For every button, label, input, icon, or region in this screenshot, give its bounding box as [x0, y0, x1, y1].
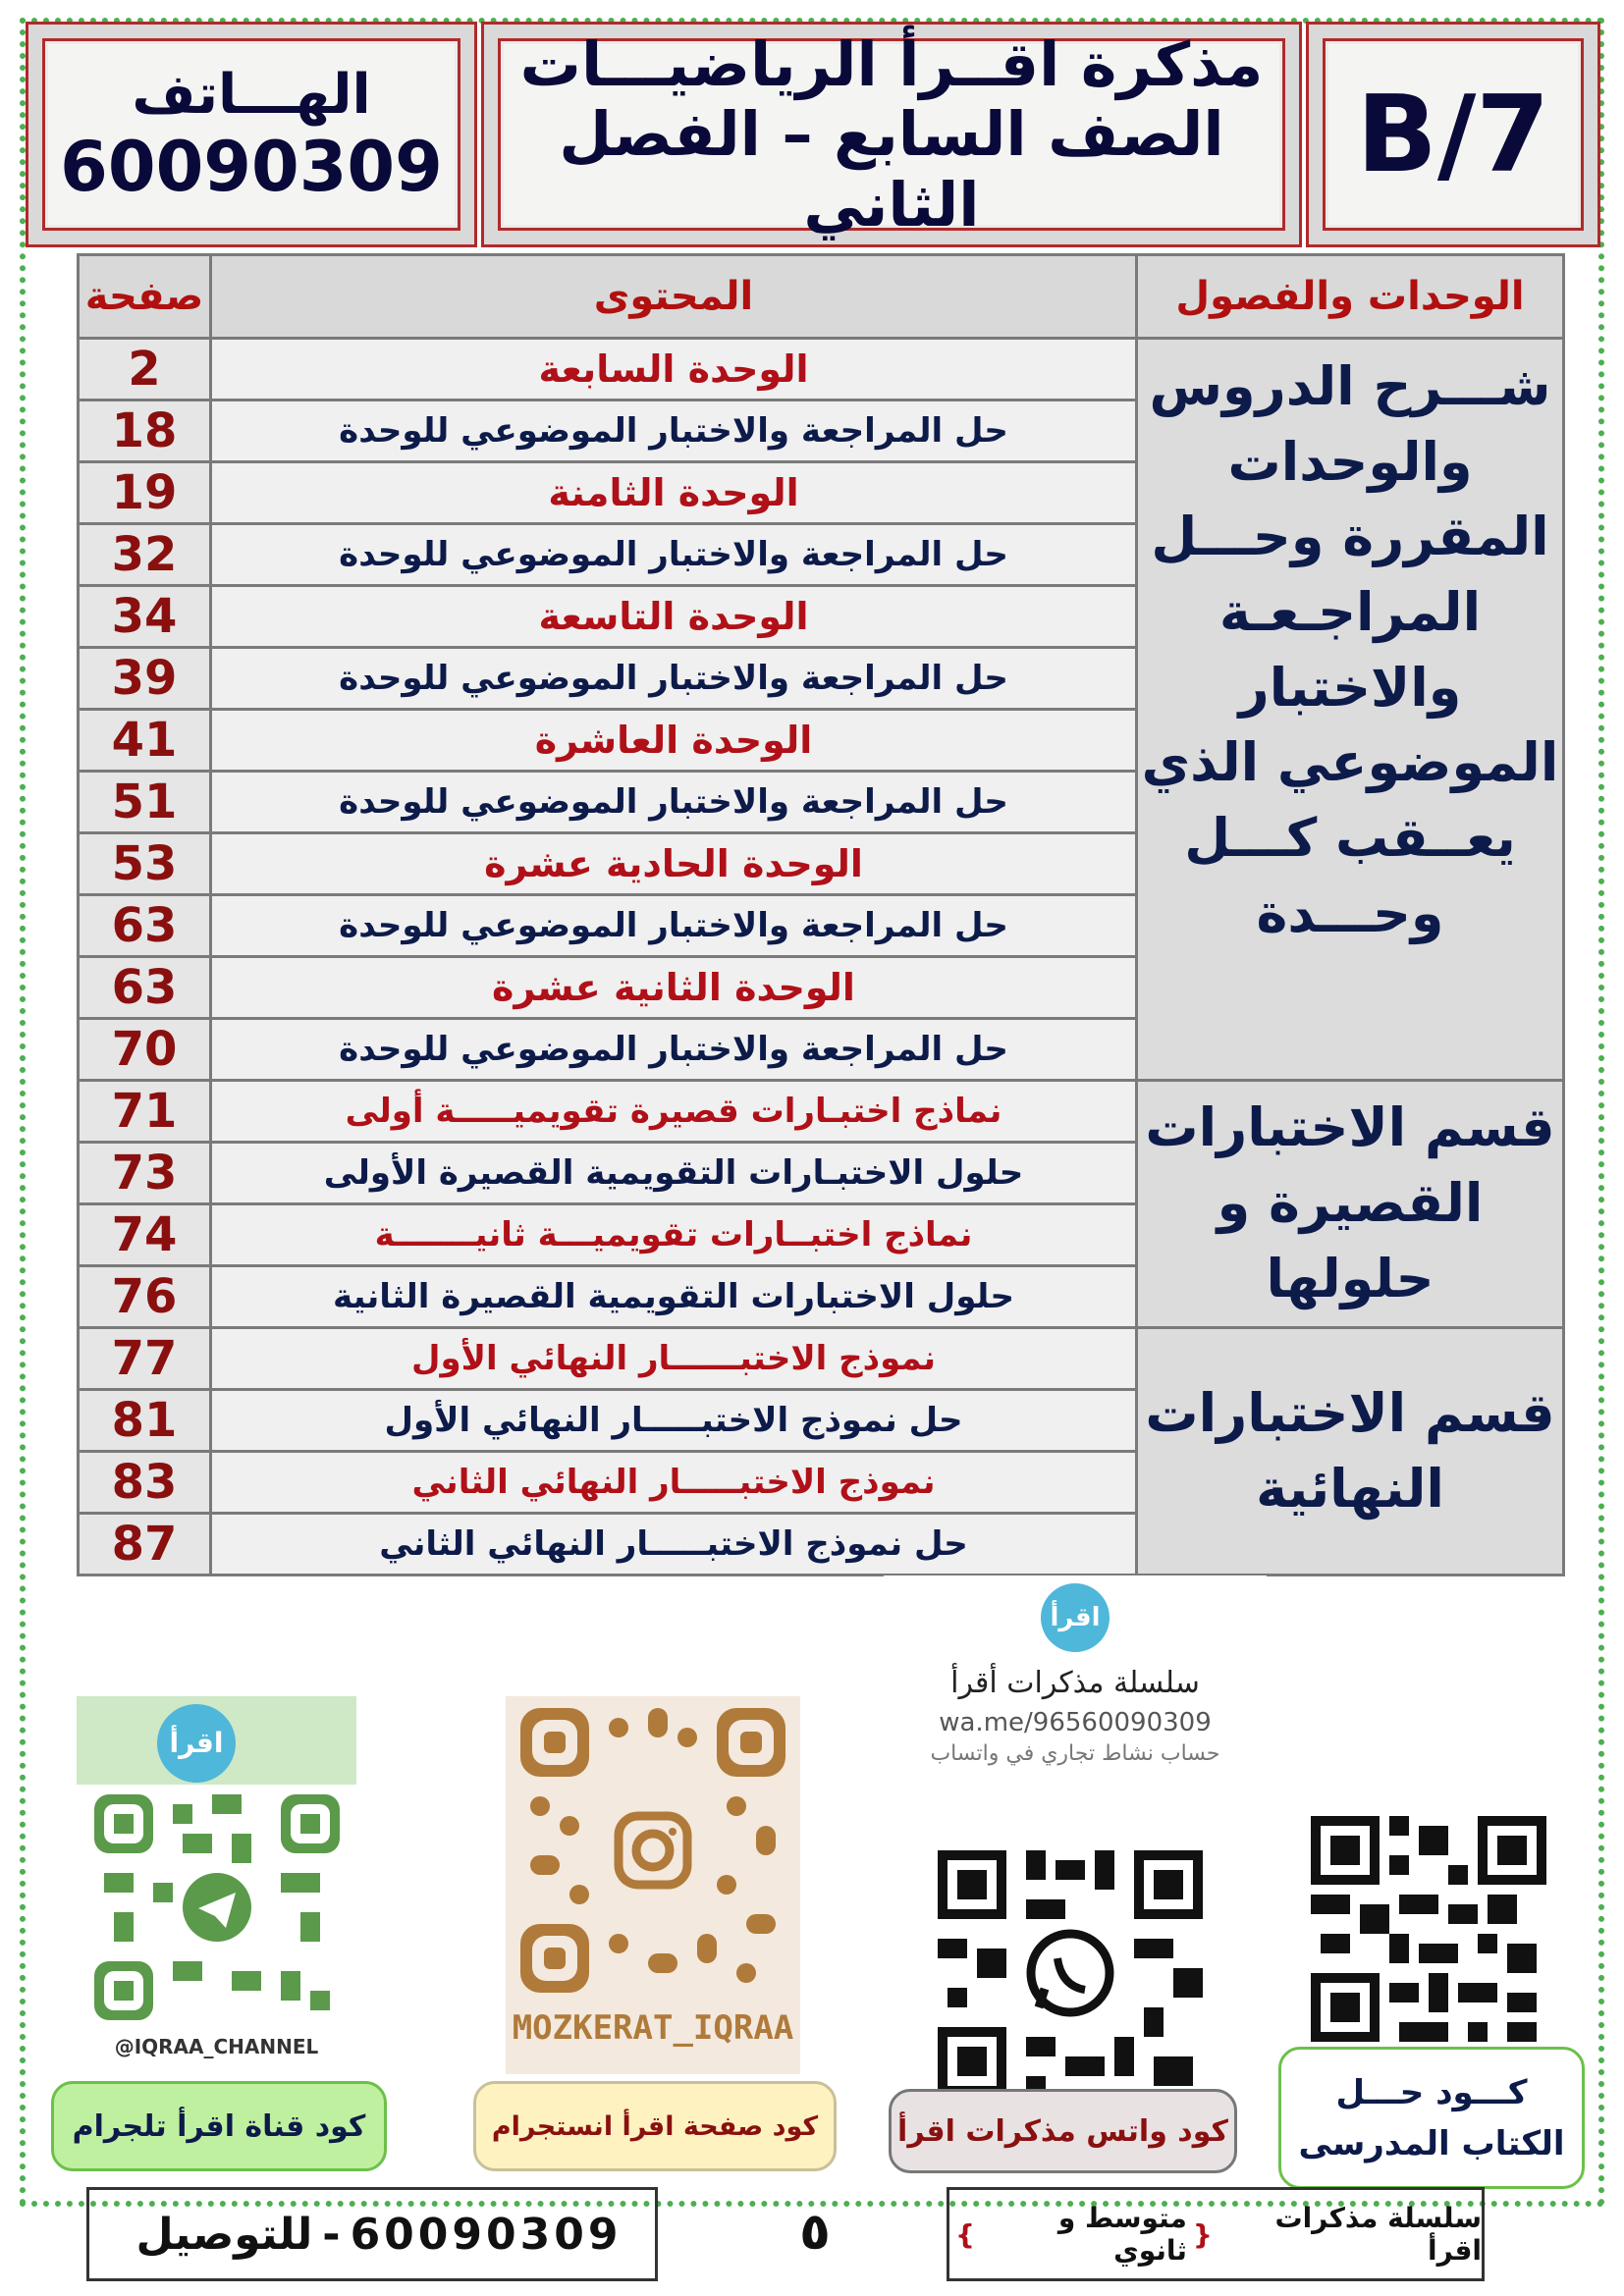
page-number: ٥ — [799, 2203, 831, 2262]
header-title-box — [481, 22, 1302, 247]
row-content[interactable]: نماذج اختبــارات تقويميـــة ثانيـــــــة — [211, 1204, 1137, 1266]
row-content[interactable]: حل المراجعة والاختبار الموضوعي للوحدة — [211, 524, 1137, 586]
memo-code: B/7 — [1356, 73, 1550, 196]
iqraa-logo: اقرأ — [1041, 1583, 1110, 1652]
contact-label: للتوصيل — [135, 2209, 313, 2260]
whatsapp-note: حساب نشاط تجاري في واتساب — [930, 1741, 1220, 1766]
row-content[interactable]: الوحدة الثامنة — [211, 462, 1137, 524]
row-page: 39 — [79, 648, 211, 710]
telegram-code-label: كود قناة اقرأ تلجرام — [72, 2109, 366, 2144]
row-page: 70 — [79, 1019, 211, 1081]
row-content[interactable]: نموذج الاختبـــــار النهائي الثاني — [211, 1452, 1137, 1514]
row-content[interactable]: حلول الاختبارات التقويمية القصيرة الثانية — [211, 1266, 1137, 1328]
header-page: صفحة — [79, 255, 211, 339]
row-content[interactable]: الوحدة الحادية عشرة — [211, 833, 1137, 895]
instagram-code-label: كود صفحة اقرأ انستجرام — [491, 2110, 819, 2142]
contact-box — [86, 2187, 658, 2281]
telegram-code-button[interactable] — [51, 2081, 387, 2171]
whatsapp-qr[interactable] — [938, 1850, 1203, 2096]
group-quizzes: قسم الاختبارات القصيرة و حلولها — [1137, 1081, 1564, 1328]
open-brace: { — [1192, 2217, 1213, 2251]
row-page: 34 — [79, 586, 211, 648]
row-content[interactable]: نموذج الاختبــــــار النهائي الأول — [211, 1328, 1137, 1390]
row-page: 18 — [79, 400, 211, 462]
row-page: 53 — [79, 833, 211, 895]
whatsapp-card — [884, 1575, 1267, 1796]
row-content[interactable]: نماذج اختبـارات قصيرة تقويميـــــة أولى — [211, 1081, 1137, 1143]
row-content[interactable]: حل المراجعة والاختبار الموضوعي للوحدة — [211, 1019, 1137, 1081]
row-content[interactable]: حل المراجعة والاختبار الموضوعي للوحدة — [211, 648, 1137, 710]
book-code-line1: كـــود حـــل — [1335, 2072, 1528, 2112]
row-content[interactable]: حل المراجعة والاختبار الموضوعي للوحدة — [211, 772, 1137, 833]
instagram-qr[interactable] — [520, 1708, 785, 1993]
row-page: 74 — [79, 1204, 211, 1266]
row-page: 73 — [79, 1143, 211, 1204]
row-page: 19 — [79, 462, 211, 524]
series-box — [947, 2187, 1485, 2281]
header-code-box — [1306, 22, 1600, 247]
header-units: الوحدات والفصول — [1137, 255, 1564, 339]
row-content[interactable]: الوحدة التاسعة — [211, 586, 1137, 648]
table-row — [79, 1081, 1564, 1143]
row-page: 63 — [79, 895, 211, 957]
row-content[interactable]: حل المراجعة والاختبار الموضوعي للوحدة — [211, 895, 1137, 957]
row-page: 71 — [79, 1081, 211, 1143]
contents-table — [77, 253, 1565, 1576]
header-phone-box — [26, 22, 477, 247]
book-solution-qr[interactable] — [1311, 1816, 1546, 2042]
row-page: 32 — [79, 524, 211, 586]
phone-label: الهـــاتف — [132, 62, 371, 127]
phone-number: 60090309 — [60, 126, 443, 207]
table-row — [79, 1328, 1564, 1390]
row-page: 83 — [79, 1452, 211, 1514]
memo-title: مذكرة اقــرأ الرياضيـــات — [519, 28, 1264, 101]
telegram-banner — [77, 1696, 356, 1785]
row-page: 77 — [79, 1328, 211, 1390]
instagram-card — [506, 1696, 800, 2074]
row-page: 41 — [79, 710, 211, 772]
row-content[interactable]: حل نموذج الاختبـــــار النهائي الأول — [211, 1390, 1137, 1452]
row-page: 51 — [79, 772, 211, 833]
whatsapp-code-label: كود واتس مذكرات اقرأ — [897, 2113, 1228, 2149]
row-content[interactable]: الوحدة السابعة — [211, 339, 1137, 400]
table-header-row — [79, 255, 1564, 339]
group-lessons: شـــرح الدروس والوحدات المقررة وحـــل المراجـعـة والاختبار الموضوعي الذي يعــقب كـــل وحـــدة — [1137, 339, 1564, 1081]
memo-subtitle: الصف السابع – الفصل الثاني — [559, 98, 1224, 240]
row-content[interactable]: الوحدة الثانية عشرة — [211, 957, 1137, 1019]
close-brace: } — [955, 2217, 975, 2251]
instagram-code-button[interactable] — [473, 2081, 837, 2171]
whatsapp-code-button[interactable] — [889, 2089, 1237, 2173]
contact-number: 60090309 — [350, 2209, 623, 2260]
series-prefix: سلسلة مذكرات اقرأ — [1274, 2202, 1482, 2267]
telegram-card — [77, 1696, 356, 2074]
row-content[interactable]: الوحدة العاشرة — [211, 710, 1137, 772]
contact-dash: - — [322, 2209, 341, 2260]
iqraa-logo: اقرأ — [157, 1704, 236, 1783]
telegram-handle: @IQRAA_CHANNEL — [114, 2035, 319, 2058]
whatsapp-link[interactable]: wa.me/96560090309 — [939, 1708, 1212, 1737]
row-page: 76 — [79, 1266, 211, 1328]
group-finals: قسم الاختبارات النهائية — [1137, 1328, 1564, 1575]
series-levels: متوسط و ثانوي — [1057, 2202, 1187, 2267]
series-name: سلسلة مذكرات أقرأ — [950, 1666, 1200, 1700]
row-page: 63 — [79, 957, 211, 1019]
telegram-qr[interactable] — [94, 1794, 340, 2020]
instagram-handle: MOZKERAT_IQRAA — [512, 2008, 794, 2048]
row-page: 81 — [79, 1390, 211, 1452]
row-content[interactable]: حلول الاختبـارات التقويمية القصيرة الأولى — [211, 1143, 1137, 1204]
row-page: 87 — [79, 1514, 211, 1575]
row-page: 2 — [79, 339, 211, 400]
book-code-button[interactable] — [1278, 2047, 1585, 2189]
row-content[interactable]: حل المراجعة والاختبار الموضوعي للوحدة — [211, 400, 1137, 462]
row-content[interactable]: حل نموذج الاختبـــــار النهائي الثاني — [211, 1514, 1137, 1575]
book-code-line2: الكتاب المدرسى — [1298, 2123, 1565, 2163]
table-row — [79, 339, 1564, 400]
header-content: المحتوى — [211, 255, 1137, 339]
